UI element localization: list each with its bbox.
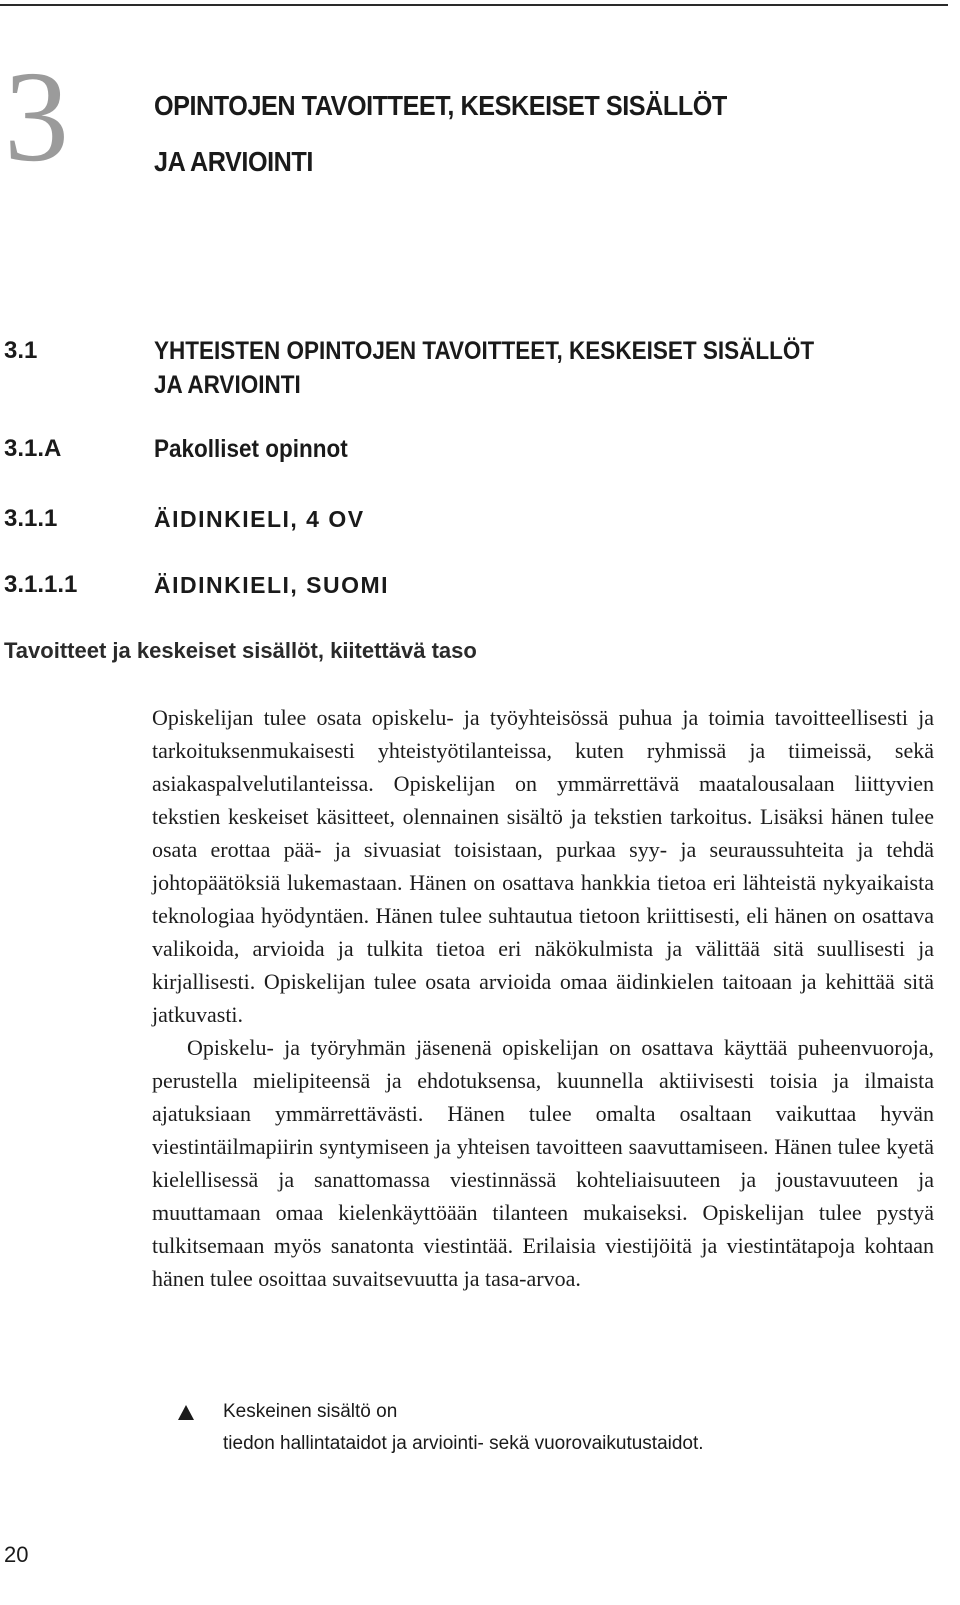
- heading-text: ÄIDINKIELI, 4 OV: [154, 506, 365, 532]
- key-content-line-1: Keskeinen sisältö on: [223, 1401, 398, 1422]
- chapter-title-line-1: OPINTOJEN TAVOITTEET, KESKEISET SISÄLLÖT: [154, 90, 727, 121]
- heading-3-1-1: [4, 502, 944, 536]
- heading-3-1-1-1: [4, 568, 944, 602]
- body-text: [152, 701, 934, 1295]
- key-content-box: [178, 1396, 918, 1460]
- page-number: 20: [4, 1542, 29, 1567]
- chapter-number: 3: [4, 45, 69, 189]
- triangle-bullet-icon: [178, 1405, 194, 1420]
- top-rule: [0, 4, 948, 6]
- heading-number: 3.1.A: [4, 435, 62, 462]
- heading-text: Pakolliset opinnot: [154, 435, 348, 463]
- chapter-title: [154, 78, 802, 190]
- paragraph: Opiskelijan tulee osata opiskelu- ja työyhteisössä puhua ja toimia tavoitteellisesti ja tarkoituksenmukaisesti yhteistyötilanteissa, kuten ryhmissä ja tiimeissä, sekä asiakaspalvelutilanteissa. Opiskelijan on ymmärrettävä maatalousalaan liittyvien tekstien keskeiset käsitteet, olennainen sisältö ja tekstien tarkoitus. Lisäksi hänen tulee osata erottaa pää- ja sivuasiat toisistaan, purkaa syy- ja seuraussuhteita ja tehdä johtopäätöksiä lukemastaan. Hänen on osattava hankkia tietoa eri lähteistä nykyaikaista teknologiaa hyödyntäen. Hänen tulee suhtautua tietoon kriittisesti, eli hänen on osattava valikoida, arvioida ja tulkita tietoa eri näkökulmista ja välittää sitä suullisesti ja kirjallisesti. Opiskelijan tulee osata arvioida omaa äidinkielen taitoaan ja kehittää sitä jatkuvasti.: [152, 705, 934, 1027]
- heading-number: 3.1.1: [4, 505, 58, 532]
- heading-text: YHTEISTEN OPINTOJEN TAVOITTEET, KESKEISET SISÄLLÖT JA ARVIOINTI: [154, 337, 815, 399]
- heading-number: 3.1.1.1: [4, 571, 78, 598]
- section-heading: Tavoitteet ja keskeiset sisällöt, kiitettävä taso: [4, 638, 477, 663]
- paragraph: Opiskelu- ja työryhmän jäsenenä opiskelijan on osattava käyttää puheenvuoroja, perustella mielipiteensä ja ehdotuksensa, kuunnella aktiivisesti toisia ja ilmaista ajatuksiaan ymmärrettävästi. Hänen tulee omalta osaltaan vaikuttaa hyvän viestintäilmapiirin syntymiseen ja yhteisen tavoitteen saavuttamiseen. Hänen tulee kyetä kielellisessä ja sanattomassa viestinnässä kohteliaisuuteen ja joustavuuteen ja muuttamaan omaa kielenkäyttöään tilanteen mukaiseksi. Opiskelijan tulee pystyä tulkitsemaan myös sanatonta viestintää. Erilaisia viestijöitä ja viestintätapoja kohtaan hänen tulee osoittaa suvaitsevuutta ja tasa-arvoa.: [152, 1035, 934, 1291]
- key-content-line-2: tiedon hallintataidot ja arviointi- sekä vuorovaikutustaidot.: [223, 1433, 704, 1454]
- heading-3-1: [4, 334, 944, 404]
- heading-number: 3.1: [4, 337, 38, 364]
- chapter-title-line-2: JA ARVIOINTI: [154, 146, 313, 177]
- heading-3-1-a: [4, 432, 944, 466]
- heading-text: ÄIDINKIELI, SUOMI: [154, 572, 390, 598]
